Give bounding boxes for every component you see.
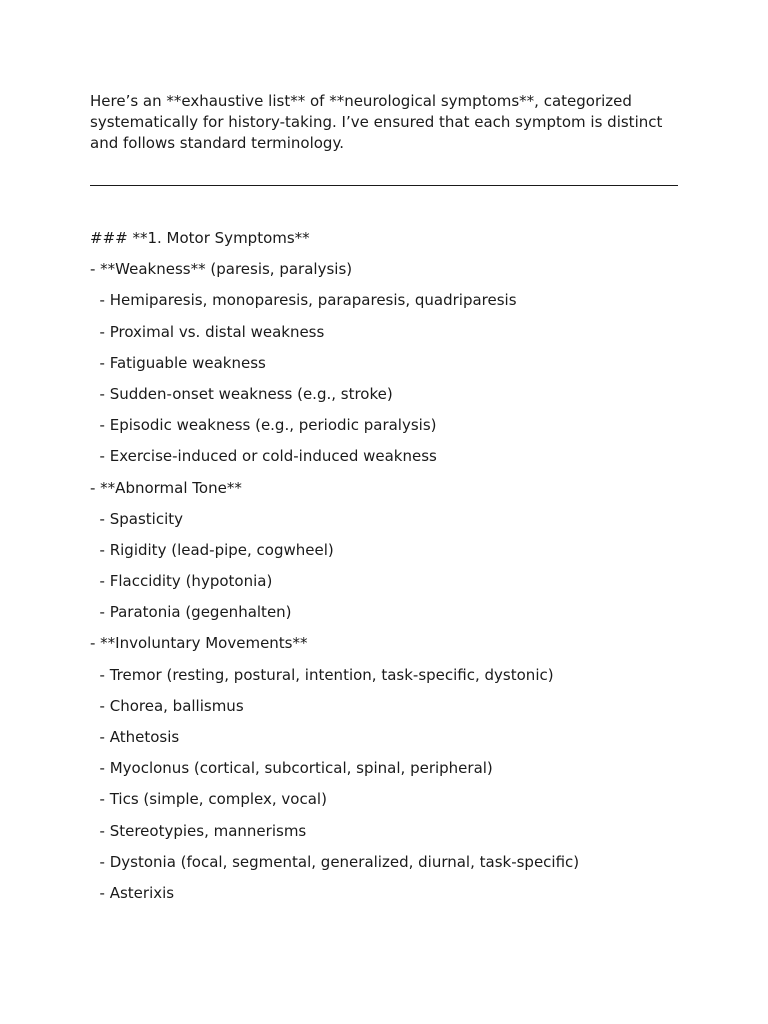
list-line: - Stereotypies, mannerisms [90,821,307,840]
list-line: - Dystonia (focal, segmental, generalized, diurnal, task-specific) [90,852,580,871]
symptom-list [90,228,678,914]
list-line: - Asterixis [90,883,175,902]
list-line: - Hemiparesis, monoparesis, paraparesis, quadriparesis [90,291,517,310]
list-line: - **Weakness** (paresis, paralysis) [90,260,353,279]
list-line: - Sudden-onset weakness (e.g., stroke) [90,384,393,403]
list-line: - Tremor (resting, postural, intention, task-specific, dystonic) [90,665,554,684]
list-line: - Spasticity [90,509,183,528]
list-line: - **Abnormal Tone** [90,478,242,497]
list-line: - Fatiguable weakness [90,353,266,372]
list-line: - Paratonia (gegenhalten) [90,603,292,622]
section-heading: ### **1. Motor Symptoms** [90,229,310,247]
list-line: - Flaccidity (hypotonia) [90,572,273,591]
list-line: - Athetosis [90,728,180,746]
intro-paragraph: Here’s an **exhaustive list** of **neurological symptoms**, categorized systematically for history-taking. I’ve ensured that each symptom is distinct and follows standard terminology. [90,92,663,152]
list-line: - Chorea, ballismus [90,696,244,715]
list-line: - Tics (simple, complex, vocal) [90,790,327,809]
list-line: - Episodic weakness (e.g., periodic paralysis) [90,416,437,435]
horizontal-rule [90,185,678,186]
list-line: - Proximal vs. distal weakness [90,322,325,341]
list-line: - **Involuntary Movements** [90,634,308,653]
list-line: - Rigidity (lead-pipe, cogwheel) [90,540,334,559]
list-line: - Exercise-induced or cold-induced weakness [90,447,437,466]
list-line: - Myoclonus (cortical, subcortical, spinal, peripheral) [90,759,493,778]
